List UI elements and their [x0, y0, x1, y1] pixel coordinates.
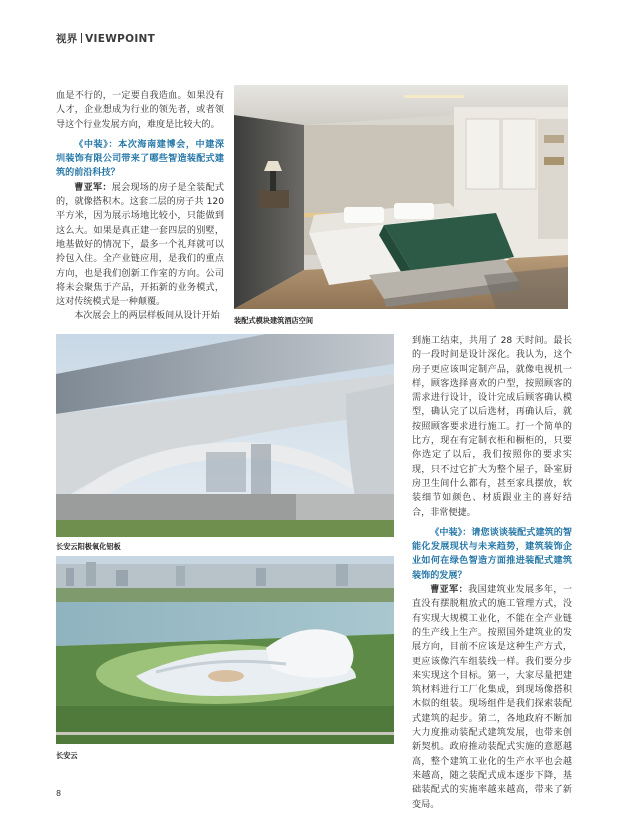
speaker-name: 曹亚军： — [74, 182, 112, 193]
header-prefix: 视界 — [56, 33, 78, 45]
question-tag: 《中装》： — [430, 527, 472, 538]
page-header — [56, 31, 155, 46]
header-divider — [81, 33, 83, 43]
bedroom-photo — [234, 85, 568, 309]
left-text-column — [56, 89, 224, 324]
caption: 长安云阳极氧化铝板 — [56, 542, 121, 551]
interview-answer — [412, 583, 572, 812]
bedroom-illustration — [234, 85, 568, 309]
interview-question — [56, 138, 224, 181]
interview-answer — [56, 181, 224, 310]
paragraph: 到施工结束，共用了 28 天时间。最长的一段时间是设计深化。我认为，这个房子更应该叫定制产品，就像电视机一样，顾客选择喜欢的户型，按照顾客的需求进行设计，设计完成后顾客确认模型，确认完了以后选材，再确认后，就按照顾客要求进行施工。打一个简单的比方，现在有定制衣柜和橱柜的，只要你选定了以后，我们按照你的要求实现，只不过它扩大为整个屋子，卧室厨房卫生间什么都有，甚至家具摆放，软装细节如颜色、材质跟业主的喜好结合，非常便捷。 — [412, 336, 572, 518]
caption: 长安云 — [56, 751, 78, 760]
answer-text: 展会现场的房子是全装配式的，就像搭积木。这套二层的房子共 120 平方米，因为展示场地比较小，只能做到这么大。如果是真正建一套四层的别墅，地基做好的情况下，最多一个礼拜就可以拎包入住。全产业链应用，是我们的重点方向，也是我们创新工作室的方向。公司将未会聚焦于产品，开拓新的业务模式，这对传统模式是一种颠覆。 — [56, 182, 224, 308]
question-text: 请您谈谈装配式建筑的智能化发展现状与未来趋势，建筑装饰企业如何在绿色智造方面推进装配式建筑装饰的发展？ — [412, 527, 572, 581]
paragraph: 血是不行的，一定要自我造血。如果没有人才，企业想成为行业的领先者，或者领导这个行业发展方向，难度是比较大的。 — [56, 91, 224, 130]
question-tag: 《中装》： — [74, 139, 119, 150]
museum-illustration — [56, 334, 394, 537]
aerial-illustration — [56, 556, 394, 744]
interview-question — [412, 526, 572, 583]
museum-photo — [56, 334, 394, 537]
right-text-column — [412, 334, 572, 812]
answer-text: 我国建筑业发展多年，一直没有摆脱粗放式的施工管理方式，没有实现大规模工业化，不能在全产业链的生产线上生产。按照国外建筑业的发展方向，目前不应该是这种生产方式，更应该像汽车组装线一样。我们要分步来实现这个目标。第一，大家尽量把建筑材料进行工厂化集成，到现场像搭积木似的组装。现场组件是我们探索装配式建筑的起步。第二，各地政府不断加大力度推动装配式建筑发展，也带来创新契机。政府推动装配式实施的意愿越高，整个建筑工业化的生产水平也会越来越高，随之装配式成本逐步下降，基础装配式的实施率越来越高，带来了新变局。 — [412, 585, 572, 810]
paragraph: 本次展会上的两层样板间从设计开始 — [74, 311, 220, 322]
page-number: 8 — [56, 789, 62, 798]
caption: 装配式模块建筑酒店空间 — [234, 316, 314, 325]
question-text: 本次海南建博会，中建深圳装饰有限公司带来了哪些智造装配式建筑的前沿科技？ — [56, 139, 224, 179]
speaker-name: 曹亚军： — [430, 585, 469, 596]
aerial-photo — [56, 556, 394, 744]
header-section: VIEWPOINT — [85, 33, 156, 45]
